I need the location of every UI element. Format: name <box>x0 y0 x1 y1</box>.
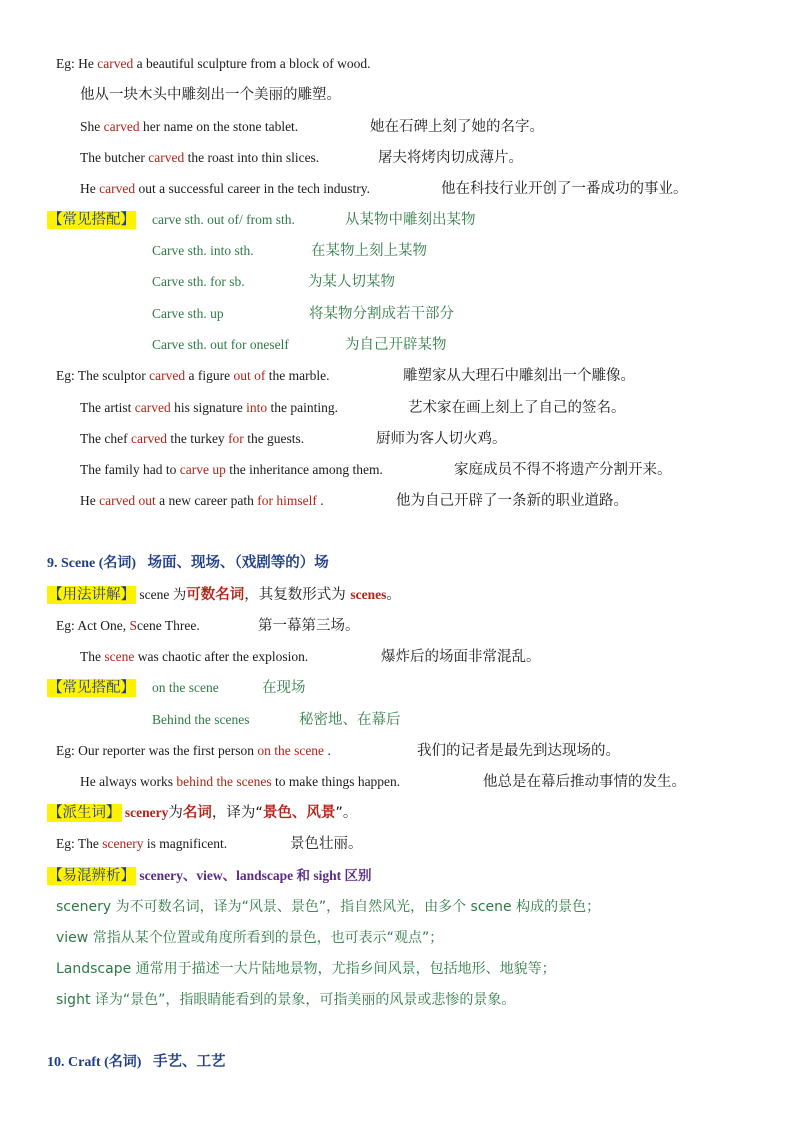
collocation-en: Carve sth. into sth. <box>152 243 254 258</box>
example-carve-1: Eg: He carved a beautiful sculpture from a block of wood. <box>56 56 371 71</box>
example-carve-1-translation: 他从一块木头中雕刻出一个美丽的雕塑。 <box>80 87 341 103</box>
collocation-zh: 在现场 <box>262 680 306 696</box>
example-scene-4-translation: 他总是在幕后推动事情的发生。 <box>483 774 686 790</box>
confusion-row <box>47 866 372 886</box>
eg-label: Eg: <box>56 836 75 851</box>
usage-tag: 【用法讲解】 <box>48 587 135 603</box>
confusion-note: sight 译为“景色”，指眼睛能看到的景象，可指美丽的风景或悲惨的景象。 <box>56 992 516 1008</box>
example-scene-3: Eg: Our reporter was the first person on the scene . <box>56 743 331 758</box>
example-collocation-1: Eg: The sculptor carved a figure out of the marble. <box>56 368 330 383</box>
derivative-row: 【派生词】 scenery为名词，译为“景色、风景”。 <box>48 805 358 821</box>
eg-label: Eg: <box>56 56 75 71</box>
example-collocation-4: The family had to carve up the inheritance among them. <box>80 462 383 477</box>
collocation-tag: 【常见搭配】 <box>48 212 135 228</box>
example-carve-3: The butcher carved the roast into thin slices. <box>80 150 320 165</box>
section-heading-craft: 10. Craft (名词) 手艺、工艺 <box>47 1054 226 1070</box>
collocation-en: Carve sth. out for oneself <box>152 337 289 352</box>
eg-label: Eg: <box>56 743 75 758</box>
example-scene-5-translation: 景色壮丽。 <box>290 836 363 852</box>
example-collocation-3-translation: 厨师为客人切火鸡。 <box>376 431 507 447</box>
eg-label: Eg: <box>56 368 75 383</box>
example-collocation-4-translation: 家庭成员不得不将遗产分割开来。 <box>454 462 672 478</box>
collocation-zh: 将某物分割成若干部分 <box>309 306 454 322</box>
collocation-zh: 从某物中雕刻出某物 <box>345 212 476 228</box>
example-collocation-5: He carved out a new career path for himself . <box>80 493 324 508</box>
collocation-en: carve sth. out of/ from sth. <box>152 212 295 227</box>
collocation-zh: 为自己开辟某物 <box>345 337 447 353</box>
example-carve-3-translation: 屠夫将烤肉切成薄片。 <box>378 150 523 166</box>
example-scene-2: The scene was chaotic after the explosion. <box>80 649 309 664</box>
example-collocation-5-translation: 他为自己开辟了一条新的职业道路。 <box>396 493 628 509</box>
example-carve-2-translation: 她在石碑上刻了她的名字。 <box>370 119 544 135</box>
example-scene-5: Eg: The scenery is magnificent. <box>56 836 228 851</box>
eg-label: Eg: <box>56 618 75 633</box>
example-collocation-2: The artist carved his signature into the painting. <box>80 400 338 415</box>
scene-collocation-row <box>47 678 136 698</box>
confusion-title: scenery、view、landscape 和 sight 区别 <box>136 868 372 883</box>
collocation-zh: 为某人切某物 <box>308 274 395 290</box>
example-collocation-1-translation: 雕塑家从大理石中雕刻出一个雕像。 <box>403 368 635 384</box>
confusion-tag: 【易混辨析】 <box>48 868 135 884</box>
example-collocation-3: The chef carved the turkey for the guests. <box>80 431 305 446</box>
example-collocation-2-translation: 艺术家在画上刻上了自己的签名。 <box>408 400 626 416</box>
example-scene-1-translation: 第一幕第三场。 <box>258 618 360 634</box>
usage-row: 【用法讲解】 scene 为可数名词，其复数形式为 scenes。 <box>48 587 401 603</box>
confusion-note: scenery 为不可数名词，译为“风景、景色”，指自然风光，由多个 scene 构成的景色； <box>56 899 601 915</box>
section-heading-scene: 9. Scene (名词) 场面、现场、（戏剧等的）场 <box>47 555 329 571</box>
collocation-zh: 秘密地、在幕后 <box>299 712 401 728</box>
example-carve-4: He carved out a successful career in the tech industry. <box>80 181 371 196</box>
example-scene-2-translation: 爆炸后的场面非常混乱。 <box>381 649 541 665</box>
derivative-tag: 【派生词】 <box>48 805 121 821</box>
collocation-tag: 【常见搭配】 <box>48 680 135 696</box>
example-scene-1: Eg: Act One, Scene Three. <box>56 618 200 633</box>
collocation-en: on the scene <box>152 680 219 695</box>
collocation-row-1 <box>47 210 136 230</box>
collocation-en: Carve sth. for sb. <box>152 274 245 289</box>
keyword: carved <box>97 56 134 71</box>
example-scene-4: He always works behind the scenes to make things happen. <box>80 774 401 789</box>
confusion-note: view 常指从某个位置或角度所看到的景色，也可表示“观点”； <box>56 930 444 946</box>
example-scene-3-translation: 我们的记者是最先到达现场的。 <box>417 743 620 759</box>
collocation-en: Behind the scenes <box>152 712 250 727</box>
confusion-note: Landscape 通常用于描述一大片陆地景物，尤指乡间风景，包括地形、地貌等； <box>56 961 556 977</box>
collocation-en: Carve sth. up <box>152 306 224 321</box>
collocation-zh: 在某物上刻上某物 <box>311 243 427 259</box>
example-carve-4-translation: 他在科技行业开创了一番成功的事业。 <box>441 181 688 197</box>
example-carve-2: She carved her name on the stone tablet. <box>80 119 299 134</box>
